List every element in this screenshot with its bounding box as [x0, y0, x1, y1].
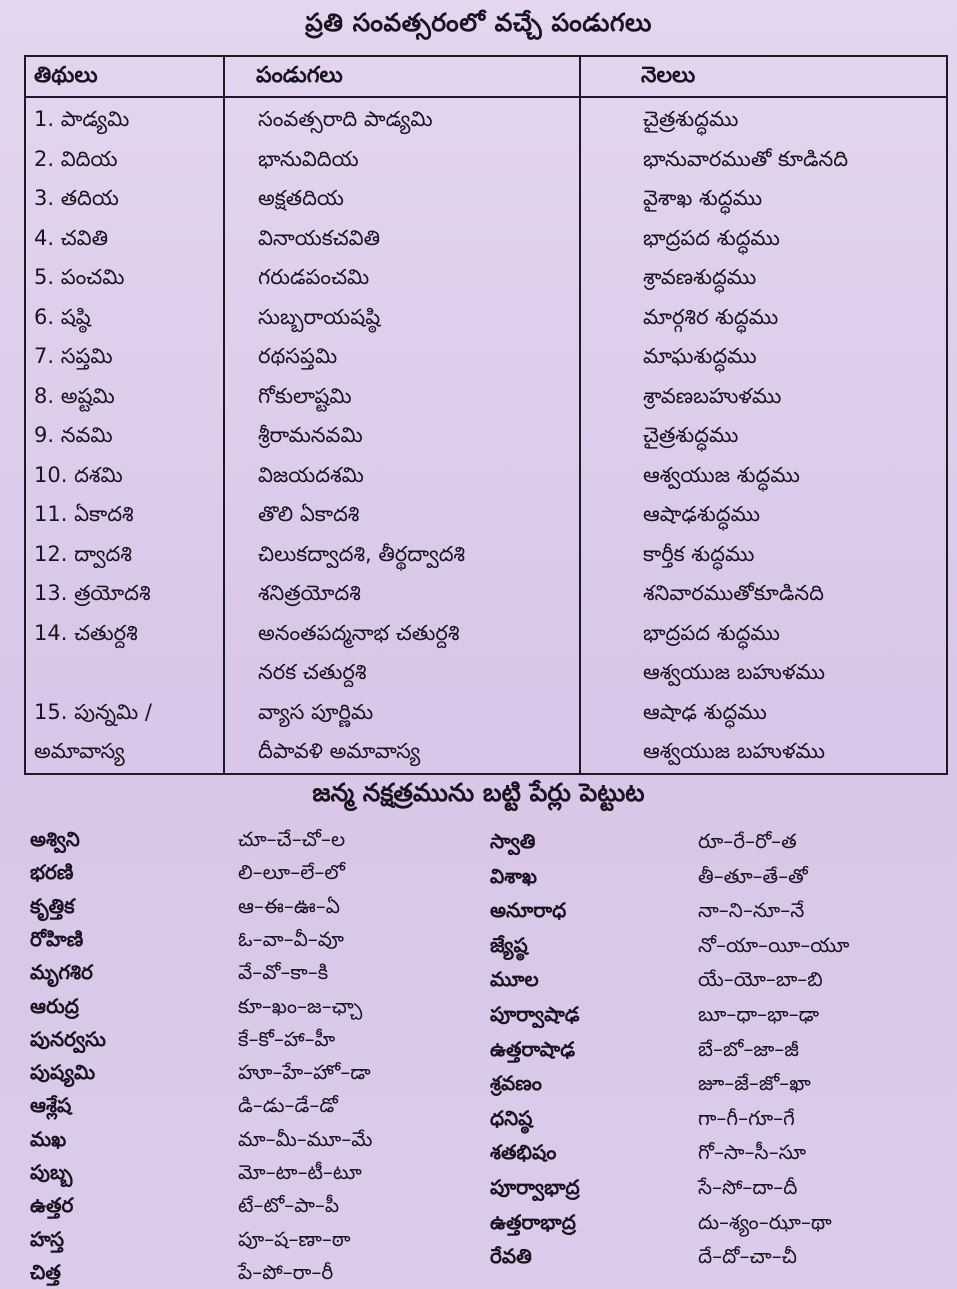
festivals-title: ప్రతి సంవత్సరంలో వచ్చే పండుగలు	[305, 8, 652, 37]
cell-month: చైత్రశుద్ధము	[643, 107, 739, 131]
cell-tithi: 1. పాడ్యమి	[34, 107, 130, 131]
cell-month: ఆశ్వయుజ బహుళము	[643, 739, 825, 763]
nakshatra-name: ఆశ్లేష	[30, 1093, 72, 1118]
nakshatra-name: శతభిషం	[490, 1140, 557, 1165]
cell-tithi: 13. త్రయోదశి	[34, 581, 151, 605]
nakshatra-name: మూల	[490, 967, 539, 992]
nakshatra-name: ఉత్తర	[30, 1193, 74, 1218]
cell-tithi: 12. ద్వాదశి	[34, 541, 132, 566]
cell-month: ఆషాఢ శుద్ధము	[643, 699, 767, 724]
nakshatra-name: హస్త	[30, 1226, 65, 1251]
nakshatra-name: పునర్వసు	[30, 1026, 106, 1051]
nakshatra-syllables: ఆ–ఈ–ఊ–ఏ	[238, 893, 340, 918]
table-row	[26, 614, 946, 653]
cell-month: ఆశ్వయుజ శుద్ధము	[643, 462, 800, 487]
nakshatra-syllables: సే–సో–దా–దీ	[698, 1175, 798, 1199]
header-festival: పండుగలు	[256, 63, 343, 88]
nakshatra-name: కృత్తిక	[30, 893, 75, 918]
cell-festival: విజయదశమి	[258, 462, 364, 487]
table-row	[26, 732, 946, 771]
cell-festival: అనంతపద్మనాభ చతుర్దశి	[258, 620, 460, 645]
nakshatra-name: చిత్త	[30, 1259, 61, 1284]
header-tithi: తిథులు	[34, 63, 98, 88]
header-month: నెలలు	[641, 63, 696, 88]
nakshatra-name: ధనిష్ఠ	[490, 1105, 533, 1130]
cell-month: శనివారముతోకూడినది	[643, 581, 824, 605]
nakshatra-syllables: టే–టో–పా–పీ	[238, 1193, 340, 1218]
nakshatra-syllables: యే–యో–బా–బి	[698, 967, 823, 992]
nakshatra-syllables: బూ–ధా–భా–ఢా	[698, 1002, 819, 1026]
cell-month: ఆశ్వయుజ బహుళము	[643, 660, 825, 684]
nakshatra-syllables: మా–మీ–మూ–మే	[238, 1126, 373, 1151]
nakshatra-syllables: నో–యా–యీ–యూ	[698, 932, 850, 957]
table-row	[26, 416, 946, 455]
cell-festival: చిలుకద్వాదశి, తీర్థద్వాదశి	[258, 541, 466, 566]
cell-month: భాద్రపద శుద్ధము	[643, 225, 780, 250]
cell-tithi: 5. పంచమి	[34, 265, 125, 289]
header-divider	[26, 96, 946, 98]
nakshatra-syllables: గో–సా–సీ–సూ	[698, 1140, 806, 1165]
festivals-table	[24, 55, 948, 775]
nakshatra-syllables: గా–గీ–గూ–గే	[698, 1105, 795, 1130]
cell-month: వైశాఖ శుద్ధము	[643, 186, 763, 210]
table-row	[26, 100, 946, 139]
cell-tithi: 4. చవితి	[34, 225, 109, 250]
cell-month: భాద్రపద శుద్ధము	[643, 620, 780, 645]
cell-month: శ్రావణబహుళము	[643, 383, 782, 408]
table-row	[26, 140, 946, 179]
nakshatra-syllables: లి–లూ–లే–లో	[238, 860, 345, 885]
table-row	[26, 337, 946, 376]
cell-festival: శనిత్రయోదశి	[258, 581, 361, 605]
cell-month: భానువారముతో కూడినది	[643, 146, 849, 171]
cell-festival: రథసప్తమి	[258, 344, 338, 368]
nakshatra-syllables: డి–డు–డే–డో	[238, 1093, 338, 1118]
cell-tithi: 14. చతుర్దశి	[34, 620, 138, 645]
table-row	[26, 377, 946, 416]
nakshatra-name: శ్రవణం	[490, 1071, 542, 1096]
nakshatra-syllables: ఓ–వా–వీ–వూ	[238, 926, 344, 951]
cell-festival: నరక చతుర్దశి	[258, 660, 367, 684]
nakshatra-syllables: పూ–ష–ణా–ఠా	[238, 1226, 351, 1251]
cell-month: మాఘశుద్ధము	[643, 344, 757, 368]
cell-festival: దీపావళి అమావాస్య	[258, 739, 421, 763]
cell-festival: గరుడపంచమి	[258, 265, 370, 289]
table-row	[26, 179, 946, 218]
nakshatra-name: స్వాతి	[490, 829, 536, 853]
nakshatra-name: ఉత్తరాషాఢ	[490, 1036, 576, 1061]
cell-tithi: 6. షష్ఠి	[34, 304, 91, 329]
nakshatra-syllables: రూ–రే–రో–త	[698, 829, 797, 853]
nakshatra-syllables: బే–బో–జా–జీ	[698, 1036, 799, 1061]
nakshatra-name: భరణి	[30, 860, 74, 885]
nakshatra-name: రేవతి	[490, 1244, 532, 1269]
nakshatra-syllables: హూ–హే–హో–డా	[238, 1060, 371, 1085]
table-row	[26, 574, 946, 613]
table-row	[26, 456, 946, 495]
nakshatra-name: మఖ	[30, 1126, 67, 1151]
cell-festival: వినాయకచవితి	[258, 225, 381, 250]
cell-festival: సుబ్బరాయషష్ఠి	[258, 304, 381, 329]
nakshatra-syllables: నా–ని–నూ–నే	[698, 898, 805, 923]
nakshatra-syllables: జూ–జే–జో–ఖా	[698, 1071, 811, 1096]
cell-tithi: 2. విదియ	[34, 146, 118, 171]
nakshatra-name: పూర్వాభాద్ర	[490, 1175, 580, 1199]
nakshatra-syllables: చూ–చే–చో–ల	[238, 827, 346, 851]
cell-month: చైత్రశుద్ధము	[643, 423, 739, 447]
nakshatra-name: ఆరుద్ర	[30, 993, 79, 1018]
table-row	[26, 298, 946, 337]
cell-festival: గోకులాష్టమి	[258, 383, 352, 408]
nakshatra-name: పుష్యమి	[30, 1060, 96, 1085]
nakshatra-name: రోహిణి	[30, 926, 84, 951]
cell-tithi: 7. సప్తమి	[34, 344, 113, 368]
table-row	[26, 495, 946, 534]
table-row	[26, 535, 946, 574]
cell-festival: సంవత్సరాది పాడ్యమి	[258, 107, 433, 131]
nakshatra-name: పూర్వాషాఢ	[490, 1002, 580, 1026]
nakshatra-name: అశ్విని	[30, 827, 80, 851]
cell-festival: అక్షతదియ	[258, 186, 344, 210]
cell-tithi: 9. నవమి	[34, 423, 113, 447]
cell-tithi: అమావాస్య	[34, 739, 125, 763]
nakshatra-name: విశాఖ	[490, 863, 537, 888]
nakshatra-syllables: వే–వో–కా–కి	[238, 960, 329, 985]
nakshatra-syllables: పే–పో–రా–రీ	[238, 1259, 334, 1284]
cell-tithi: 10. దశమి	[34, 462, 123, 487]
nakshatra-syllables: దే–దో–చా–చీ	[698, 1244, 797, 1269]
nakshatra-syllables: దు–శ్యం–ఝా–థా	[698, 1209, 832, 1234]
cell-festival: శ్రీరామనవమి	[258, 423, 363, 447]
cell-festival: భానువిదియ	[258, 146, 359, 171]
nakshatra-name: జ్యేష్ఠ	[490, 932, 528, 957]
cell-festival: తొలి ఏకాదశి	[258, 502, 360, 526]
cell-month: మార్గశిర శుద్ధము	[643, 304, 779, 329]
nakshatra-syllables: కూ–ఖం–జ–ఛ్చా	[238, 993, 363, 1018]
nakshatra-name: అనూరాధ	[490, 898, 567, 923]
cell-month: కార్తీక శుద్ధము	[643, 541, 755, 566]
cell-tithi: 15. పున్నమి /	[34, 699, 152, 724]
cell-festival: వ్యాస పూర్ణిమ	[258, 699, 374, 724]
cell-tithi: 8. అష్టమి	[34, 383, 115, 408]
nakshatra-syllables: మో–టా–టీ–టూ	[238, 1160, 362, 1184]
nakshatra-syllables: కే–కో–హా–హీ	[238, 1026, 336, 1051]
cell-month: శ్రావణశుద్ధము	[643, 265, 757, 289]
table-row	[26, 219, 946, 258]
nakshatra-name: మృగశిర	[30, 960, 93, 985]
nakshatra-name: ఉత్తరాభాద్ర	[490, 1209, 576, 1234]
cell-tithi: 11. ఏకాదశి	[34, 502, 134, 526]
nakshatra-name: పుబ్బ	[30, 1160, 73, 1184]
nakshatra-syllables: తీ–తూ–తే–తో	[698, 863, 808, 888]
table-row	[26, 653, 946, 692]
nakshatra-title: జన్మ నక్షత్రమును బట్టి పేర్లు పెట్టుట	[312, 778, 645, 807]
table-row	[26, 258, 946, 297]
cell-tithi: 3. తదియ	[34, 186, 119, 210]
table-row	[26, 693, 946, 732]
cell-month: ఆషాఢశుద్ధము	[643, 502, 761, 526]
